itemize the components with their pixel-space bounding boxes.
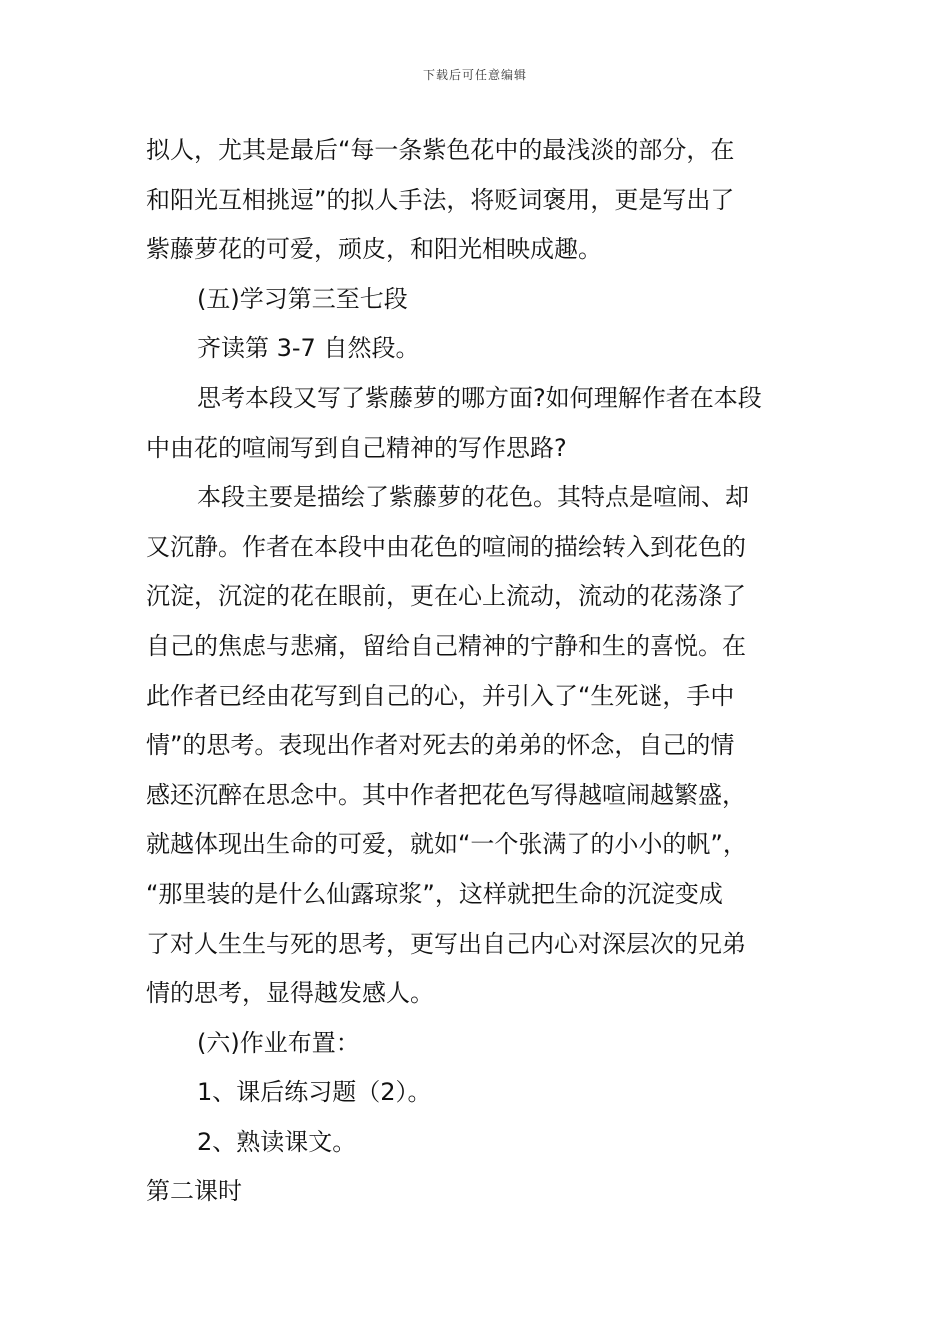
section-heading: (六)作业布置： <box>197 1028 360 1057</box>
text-line: 思考本段又写了紫藤萝的哪方面?如何理解作者在本段 <box>197 383 762 412</box>
lesson-heading: 第二课时 <box>146 1177 242 1206</box>
text-line: 此作者已经由花写到自己的心，并引入了“生死谜，手中 <box>146 681 735 710</box>
text-line: 情”的思考。表现出作者对死去的弟弟的怀念，自己的情 <box>146 731 735 760</box>
text-line: 沉淀，沉淀的花在眼前，更在心上流动，流动的花荡涤了 <box>146 582 746 611</box>
page-header: 下载后可任意编辑 <box>422 68 527 82</box>
document-body <box>146 126 810 1217</box>
text-line: 就越体现出生命的可爱，就如“一个张满了的小小的帆”， <box>146 830 747 859</box>
text-line: 自己的焦虑与悲痛，留给自己精神的宁静和生的喜悦。在 <box>146 631 746 660</box>
text-line: 拟人，尤其是最后“每一条紫色花中的最浅淡的部分，在 <box>146 136 735 164</box>
list-item: 2、熟读课文。 <box>197 1127 357 1156</box>
section-heading: (五)学习第三至七段 <box>197 284 408 313</box>
text-line: 紫藤萝花的可爱，顽皮，和阳光相映成趣。 <box>146 235 602 264</box>
text-line: 中由花的喧闹写到自己精神的写作思路? <box>146 433 567 462</box>
text-line: 齐读第 3-7 自然段。 <box>197 334 420 363</box>
text-line: “那里装的是什么仙露琼浆”，这样就把生命的沉淀变成 <box>146 879 723 908</box>
text-line: 了对人生生与死的思考，更写出自己内心对深层次的兄弟 <box>146 929 746 958</box>
text-line: 感还沉醉在思念中。其中作者把花色写得越喧闹越繁盛， <box>146 780 746 809</box>
text-line: 本段主要是描绘了紫藤萝的花色。其特点是喧闹、却 <box>197 483 749 512</box>
list-item: 1、课后练习题（2）。 <box>197 1078 432 1107</box>
text-line: 情的思考，显得越发感人。 <box>146 979 434 1008</box>
text-line: 又沉静。作者在本段中由花色的喧闹的描绘转入到花色的 <box>146 532 746 561</box>
text-line: 和阳光互相挑逗”的拟人手法，将贬词褒用，更是写出了 <box>146 185 735 214</box>
